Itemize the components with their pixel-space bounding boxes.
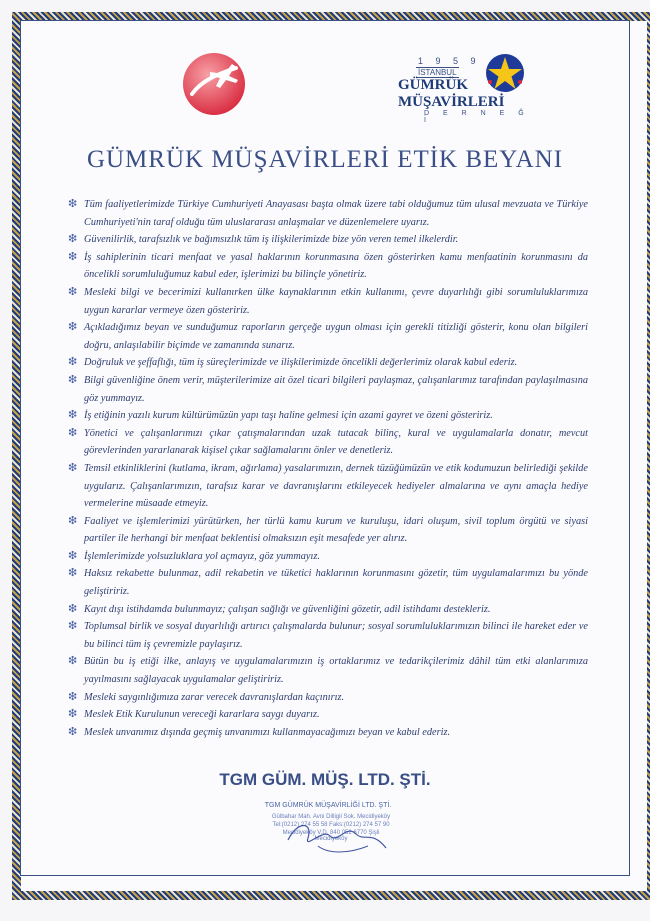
logo-year: 1 9 5 9 <box>418 56 481 66</box>
eu-star-logo-icon <box>484 52 526 94</box>
ethics-item-text: Doğruluk ve şeffaflığı, tüm iş süreçlerimizde ve ilişkilerimizde öncelikli değerlerimiz olarak kabul ederiz. <box>84 357 518 369</box>
bullet-snowflake-icon: ❇ <box>68 426 78 439</box>
company-name: TGM GÜM. MÜŞ. LTD. ŞTİ. <box>219 770 431 789</box>
stamp-line-2: Tel:(0212) 274 55 58 Faks:(0212) 274 57 90 <box>272 822 390 828</box>
ethics-item-text: Meslek unvanımız dışında geçmiş unvanımızı kullanmayacağımızı beyan ve kabul ederiz. <box>84 726 451 738</box>
stamp-line-1: Gülbahar Mah. Avni Dilligil Sok. Mecidiyeköy <box>271 814 391 820</box>
bullet-snowflake-icon: ❇ <box>68 250 78 263</box>
bullet-snowflake-icon: ❇ <box>68 655 78 668</box>
ethics-item <box>68 689 588 707</box>
bullet-snowflake-icon: ❇ <box>68 725 78 738</box>
bullet-snowflake-icon: ❇ <box>68 198 78 210</box>
ethics-item <box>68 319 588 354</box>
ethics-item <box>68 601 588 619</box>
ethics-item-text: Güvenilirlik, tarafsızlık ve bağımsızlık tüm iş ilişkilerimizde bize yön veren temel ilkelerdir. <box>84 234 459 246</box>
bullet-snowflake-icon: ❇ <box>68 602 78 615</box>
bullet-snowflake-icon: ❇ <box>68 373 78 386</box>
ethics-item-text: Açıkladığımız beyan ve sunduğumuz raporların gerçeğe uygun olması için gerekli titizliği gösterir, konu olan bilgileri doğru, anlaşılabilir biçimde ve zamanında sunarız. <box>84 322 588 351</box>
page-title: GÜMRÜK MÜŞAVİRLERİ ETİK BEYANI <box>86 146 564 173</box>
association-logo <box>394 52 534 124</box>
plane-swoosh-logo-icon <box>180 50 248 118</box>
ethics-item-text: İş sahiplerinin ticari menfaat ve yasal haklarının korunmasına özen gösterirken kamu menfaatinin korunmasını da öncelikli sorumluluğumuz kabul eder, işlerimizi bu bilinçle yönetiriz. <box>84 251 588 281</box>
logo-line-3: D E R N E Ğ İ <box>424 110 530 124</box>
ethics-item-text: Toplumsal birlik ve sosyal duyarlılığı artırıcı çalışmalarda bulunur; sosyal sorumluluklarımızın bilinci ile hareket eder ve bu bilinci tüm iş çevremizle paylaşırız. <box>84 621 588 650</box>
ethics-item <box>68 618 588 653</box>
company-stamp <box>258 802 398 864</box>
ethics-item-text: İş etiğinin yazılı kurum kültürümüzün yapı taşı haline gelmesi için azami gayret ve özeni gösteririz. <box>84 410 493 422</box>
stamp-name: TGM GÜMRÜK MÜŞAVİRLİĞİ LTD. ŞTİ. <box>264 802 392 809</box>
ethics-item-text: İşlemlerimizde yolsuzluklara yol açmayız, göz yummayız. <box>84 550 320 562</box>
ethics-statement-list <box>68 196 588 741</box>
logo-city: İSTANBUL <box>418 68 457 77</box>
ethics-item <box>68 460 588 513</box>
bullet-snowflake-icon: ❇ <box>68 285 78 298</box>
ethics-item <box>68 548 588 566</box>
ethics-item <box>68 513 588 548</box>
ethics-item-text: Mesleki saygınlığımıza zarar verecek davranışlardan kaçınırız. <box>84 691 345 703</box>
ethics-item <box>68 196 588 231</box>
ethics-item <box>68 407 588 425</box>
ethics-item <box>68 565 588 600</box>
ethics-item <box>68 706 588 724</box>
ethics-item <box>68 354 588 372</box>
bullet-snowflake-icon: ❇ <box>68 321 78 334</box>
bullet-snowflake-icon: ❇ <box>68 409 78 422</box>
ethics-item-text: Faaliyet ve işlemlerimizi yürütürken, her türlü kamu kurum ve kuruluşu, idari oluşum, sivil toplum örgütü ve siyasi partiler ile herhangi bir menfaat beklentisi olmaksızın eşit mesafede yer alırız. <box>84 515 588 545</box>
bullet-snowflake-icon: ❇ <box>68 567 78 580</box>
stamp-line-3: Mecidiyeköy V.D. 840 052 6770 Şişli Mecidiyeköy <box>282 830 380 842</box>
ethics-item <box>68 724 588 742</box>
signature <box>268 810 408 870</box>
bullet-snowflake-icon: ❇ <box>68 708 78 721</box>
bullet-snowflake-icon: ❇ <box>68 233 78 246</box>
ethics-item-text: Mesleki bilgi ve becerimizi kullanırken ülke kaynaklarının etkin kullanımı, çevre duyarlılığı gibi sorumluluklarımıza uygun kararlar vermeye özen gösteririz. <box>84 286 588 316</box>
ethics-item-text: Kayıt dışı istihdamda bulunmayız; çalışan sağlığı ve güvenliğini gözetir, adil istihdamı destekleriz. <box>84 603 491 615</box>
ethics-item-text: Tüm faaliyetlerimizde Türkiye Cumhuriyeti Anayasası başta olmak üzere tabi olduğumuz tüm ulusal mevzuata ve Türkiye Cumhuriyeti'nin taraf olduğu tüm uluslararası anlaşmalar ve düzenlemelere uyarız. <box>84 199 588 228</box>
bullet-snowflake-icon: ❇ <box>68 356 78 369</box>
ethics-item <box>68 284 588 319</box>
bullet-snowflake-icon: ❇ <box>68 690 78 703</box>
ethics-item-text: Haksız rekabette bulunmaz, adil rekabetin ve tüketici haklarının korunmasını gözetir, tüm uygulamalarımızı bu yönde geliştiririz. <box>84 568 588 598</box>
document-content <box>32 32 618 874</box>
bullet-snowflake-icon: ❇ <box>68 620 78 633</box>
bullet-snowflake-icon: ❇ <box>68 514 78 527</box>
ethics-item-text: Yönetici ve çalışanlarımızı çıkar çatışmalarından uzak tutacak bilinç, kural ve uygulamalarla donatır, mevcut görevlerinden yararlanarak kişisel çıkar sağlamalarını önler ve denetleriz. <box>84 427 588 457</box>
bullet-snowflake-icon: ❇ <box>68 461 78 474</box>
bullet-snowflake-icon: ❇ <box>68 549 78 562</box>
ethics-item <box>68 372 588 407</box>
logo-line-1: GÜMRÜK <box>398 77 468 93</box>
ethics-item-text: Bütün bu iş etiği ilke, anlayış ve uygulamalarımızın iş ortaklarımız ve tedarikçilerimiz dâhil tüm etki alanlarımıza yayılmasını sağlayacak uygulamalar geliştiririz. <box>84 656 588 686</box>
ethics-item <box>68 249 588 284</box>
ethics-item-text: Temsil etkinliklerini (kutlama, ikram, ağırlama) yasalarımızın, dernek tüzüğümüzün ve etik kodumuzun belirlediği şekilde uygularız. Çalışanlarımızın, tarafsız karar ve davranışlarını etkileyecek hediyeler almalarına ve aynı amaçla hediye vermelerine müsaade etmeyiz. <box>84 462 588 510</box>
ethics-item-text: Meslek Etik Kurulunun vereceği kararlara saygı duyarız. <box>84 709 320 721</box>
ethics-item <box>68 231 588 249</box>
ethics-item-text: Bilgi güvenliğine önem verir, müşterilerimize ait özel ticari bilgileri paylaşmaz, çalışanlarımız tarafından paylaşılmasına göz yummayız. <box>84 374 588 404</box>
ethics-item <box>68 653 588 688</box>
logo-line-2: MÜŞAVİRLERİ <box>398 94 505 110</box>
ethics-item <box>68 425 588 460</box>
